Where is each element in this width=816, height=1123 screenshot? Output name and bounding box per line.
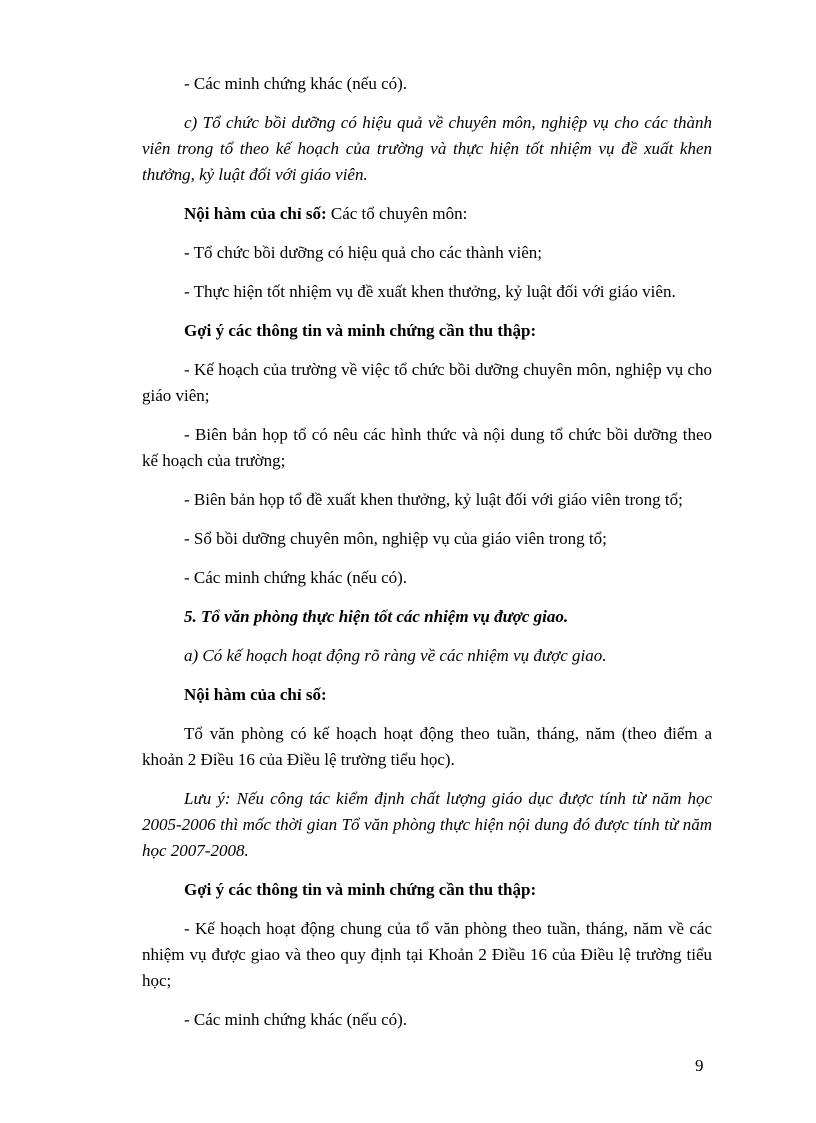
criterion-c-heading: c) Tổ chức bồi dưỡng có hiệu quả về chuyên môn, nghiệp vụ cho các thành viên trong tổ theo kế hoạch của trường và thực hiện tốt nhiệm vụ đề xuất khen thưởng, kỷ luật đối với giáo viên. <box>142 113 712 184</box>
paragraph-other-evidence-1: - Các minh chứng khác (nếu có). <box>184 74 408 93</box>
page-number: 9 <box>695 1056 704 1075</box>
paragraph-office-plan: Tổ văn phòng có kế hoạch hoạt động theo tuần, tháng, năm (theo điểm a khoản 2 Điều 16 của Điều lệ trường tiểu học). <box>142 724 712 769</box>
paragraph-reward-discipline: - Thực hiện tốt nhiệm vụ đề xuất khen thưởng, kỷ luật đối với giáo viên. <box>184 282 676 301</box>
paragraph-meeting-minutes-reward: - Biên bản họp tổ đề xuất khen thưởng, kỷ luật đối với giáo viên trong tổ; <box>184 490 683 509</box>
paragraph-other-evidence-2: - Các minh chứng khác (nếu có). <box>184 568 408 587</box>
paragraph-office-general-plan: - Kế hoạch hoạt động chung của tổ văn phòng theo tuần, tháng, năm về các nhiệm vụ được giao và theo quy định tại Khoản 2 Điều 16 của Điều lệ trường tiểu học; <box>142 919 712 990</box>
indicator-content-label: Nội hàm của chỉ số: <box>184 204 327 223</box>
indicator-content-paragraph <box>142 201 712 227</box>
note-paragraph: Lưu ý: Nếu công tác kiểm định chất lượng giáo dục được tính từ năm học 2005-2006 thì mốc thời gian Tổ văn phòng thực hiện nội dung đó được tính từ năm học 2007-2008. <box>142 789 712 860</box>
indicator-content-text: Các tổ chuyên môn: <box>326 204 468 223</box>
paragraph-meeting-minutes-training: - Biên bản họp tổ có nêu các hình thức và nội dung tổ chức bồi dưỡng theo kế hoạch của trường; <box>142 425 712 470</box>
paragraph-training-effective: - Tổ chức bồi dưỡng có hiệu quả cho các thành viên; <box>184 243 543 262</box>
section-5-heading: 5. Tổ văn phòng thực hiện tốt các nhiệm vụ được giao. <box>184 607 569 626</box>
criterion-a-heading: a) Có kế hoạch hoạt động rõ ràng về các nhiệm vụ được giao. <box>184 646 607 665</box>
document-body <box>142 71 712 1033</box>
evidence-suggestion-heading-2: Gợi ý các thông tin và minh chứng cần thu thập: <box>184 880 537 899</box>
indicator-content-heading-2: Nội hàm của chỉ số: <box>184 685 327 704</box>
evidence-suggestion-heading-1: Gợi ý các thông tin và minh chứng cần thu thập: <box>184 321 537 340</box>
paragraph-other-evidence-3: - Các minh chứng khác (nếu có). <box>184 1010 408 1029</box>
paragraph-training-book: - Sổ bồi dưỡng chuyên môn, nghiệp vụ của giáo viên trong tổ; <box>184 529 607 548</box>
paragraph-school-training-plan: - Kế hoạch của trường về việc tổ chức bồi dưỡng chuyên môn, nghiệp vụ cho giáo viên; <box>142 360 712 405</box>
